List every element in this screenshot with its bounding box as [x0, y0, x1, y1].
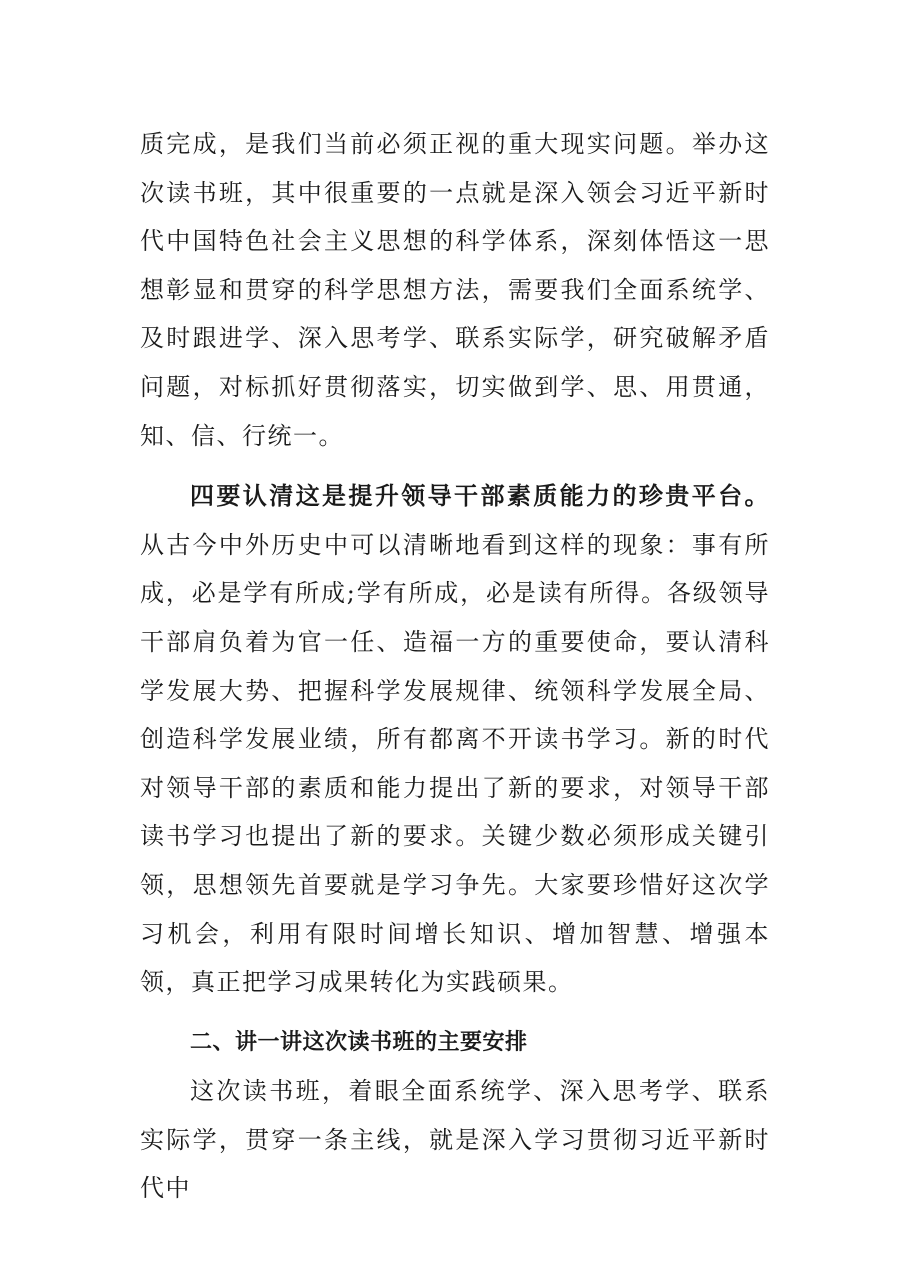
- document-body: [140, 120, 770, 1213]
- paragraph-arrangements: 这次读书班，着眼全面系统学、深入思考学、联系实际学，贯穿一条主线，就是深入学习贯彻习近平新时代中: [140, 1077, 770, 1203]
- paragraph-body-text: 从古今中外历史中可以清晰地看到这样的现象：事有所成，必是学有所成;学有所成，必是读有所得。各级领导干部肩负着为官一任、造福一方的重要使命，要认清科学发展大势、把握科学发展规律、统领科学发展全局、创造科学发展业绩，所有都离不开读书学习。新的时代对领导干部的素质和能力提出了新的要求，对领导干部读书学习也提出了新的要求。关键少数必须形成关键引领，思想领先首要就是学习争先。大家要珍惜好这次学习机会，利用有限时间增长知识、增加智慧、增强本领，真正把学习成果转化为实践硕果。: [140, 530, 770, 997]
- section-heading: 二、讲一讲这次读书班的主要安排: [190, 1029, 528, 1055]
- paragraph-lead-sentence: 四要认清这是提升领导干部素质能力的珍贵平台。: [190, 481, 770, 511]
- paragraph-point-four: [140, 472, 770, 1007]
- paragraph-continuation: 质完成，是我们当前必须正视的重大现实问题。举办这次读书班，其中很重要的一点就是深入领会习近平新时代中国特色社会主义思想的科学体系，深刻体悟这一思想彰显和贯穿的科学思想方法，需要我们全面系统学、及时跟进学、深入思考学、联系实际学，研究破解矛盾问题，对标抓好贯彻落实，切实做到学、思、用贯通，知、信、行统一。: [140, 130, 770, 450]
